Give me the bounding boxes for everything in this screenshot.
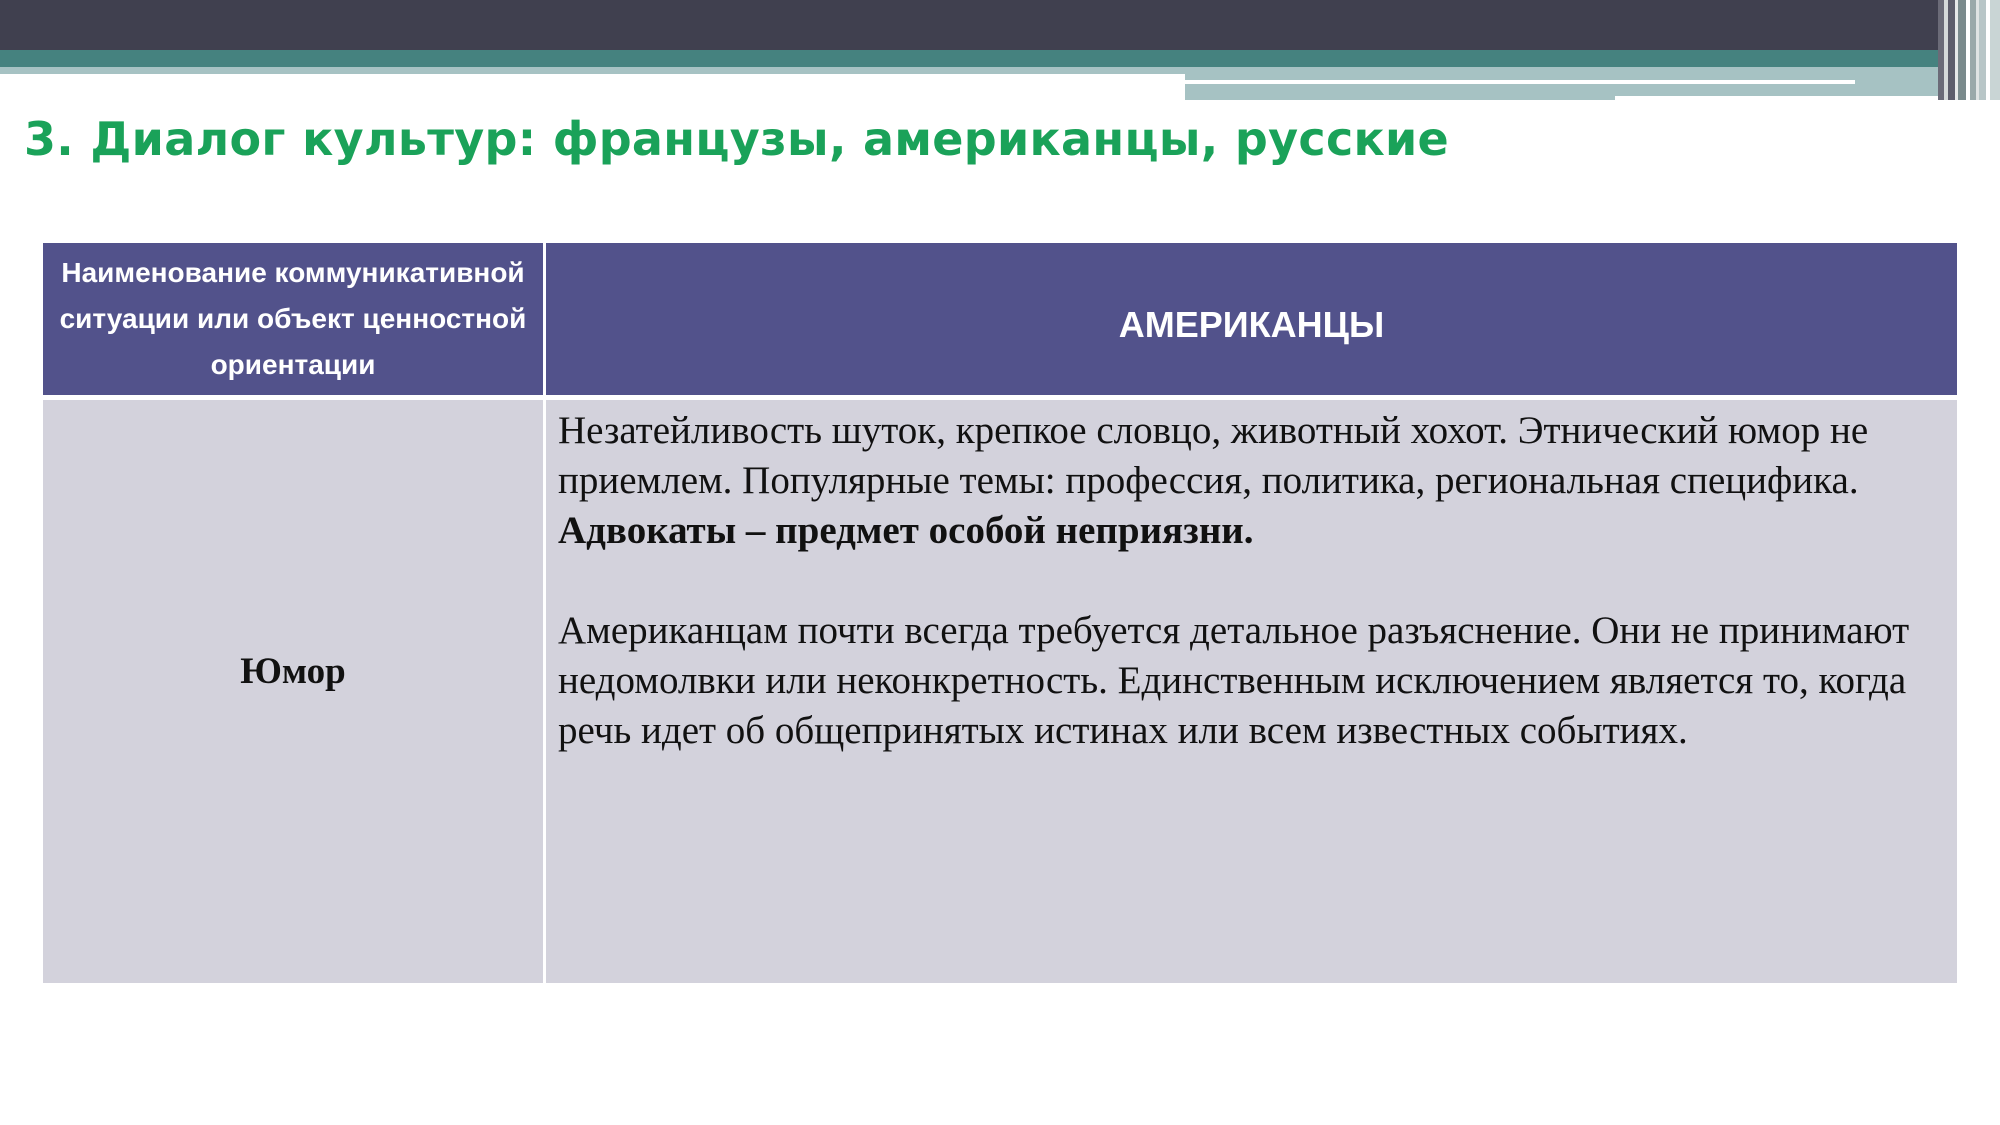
row-content-cell [546, 395, 1957, 983]
row-text-1: Незатейливость шуток, крепкое словцо, животный хохот. Этнический юмор не приемлем. Популярные темы: профессия, политика, региональная специфика. [558, 409, 1869, 502]
slide-title: 3. Диалог культур: французы, американцы, русские [24, 112, 1450, 166]
row-text-2-bold: Адвокаты – предмет особой неприязни. [558, 509, 1254, 552]
row-text-3: Американцам почти всегда требуется детальное разъяснение. Они не принимают недомолвки или неконкретность. Единственным исключением является то, когда речь идет об общепринятых истинах или всем известных событиях. [558, 609, 1910, 752]
header-left-cell: Наименование коммуникативной ситуации или объект ценностной ориентации [43, 243, 546, 395]
teal-band [0, 50, 2000, 67]
top-dark-bar [0, 0, 2000, 50]
paragraph-gap [558, 556, 1935, 606]
corner-stripes [1938, 0, 2000, 100]
row-label-cell: Юмор [43, 395, 546, 983]
decor-line [1185, 80, 1855, 84]
comparison-table [43, 243, 1957, 983]
light-band-left [0, 67, 1185, 74]
header-right-cell: АМЕРИКАНЦЫ [546, 243, 1957, 395]
